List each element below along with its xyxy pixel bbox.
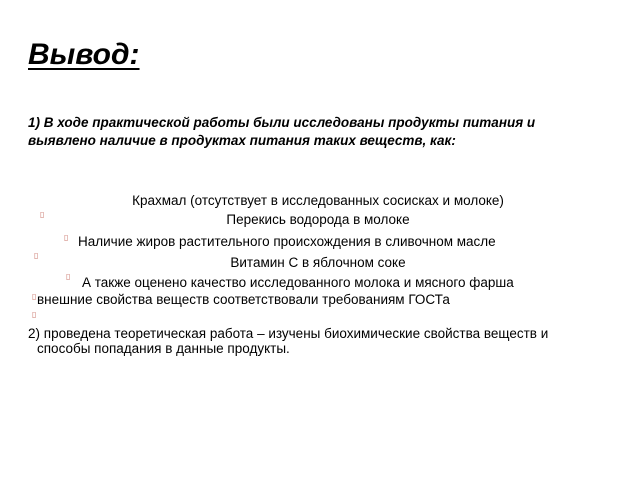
conclusion-line-2: способы попадания в данные продукты. (37, 341, 290, 356)
bullet-icon: ▯ (66, 272, 71, 281)
conclusion-line-1: 2) проведена теоретическая работа – изучены биохимические свойства веществ и (28, 326, 549, 341)
intro-line-1: 1) В ходе практической работы были исследованы продукты питания и (28, 115, 536, 130)
list-item-quality: А также оценено качество исследованного молока и мясного фарша (82, 275, 514, 290)
list-item-gost: внешние свойства веществ соответствовали требованиям ГОСТа (37, 292, 450, 307)
list-item-vitamin-c: Витамин С в яблочном соке (230, 255, 406, 270)
bullet-icon: ▯ (32, 292, 37, 301)
list-item-starch: Крахмал (отсутствует в исследованных сосисках и молоке) (132, 193, 504, 208)
bullet-icon: ▯ (64, 233, 69, 242)
bullet-icon: ▯ (32, 310, 37, 319)
slide-title: Вывод: (28, 38, 140, 71)
list-item-fats: Наличие жиров растительного происхождения в сливочном масле (78, 234, 496, 249)
intro-line-2: выявлено наличие в продуктах питания таких веществ, как: (28, 133, 456, 148)
bullet-icon: ▯ (40, 210, 45, 219)
bullet-icon: ▯ (34, 251, 39, 260)
list-item-peroxide: Перекись водорода в молоке (226, 212, 410, 227)
